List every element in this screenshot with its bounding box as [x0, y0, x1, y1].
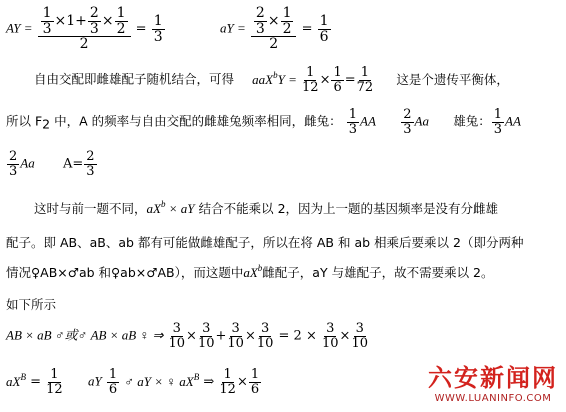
watermark-title: 六安新闻网	[428, 364, 558, 392]
watermark-url: WWW.LUANINFO.COM	[434, 393, 552, 404]
paragraph-as-follows: 如下所示	[6, 297, 57, 312]
paragraph-free-mating: 自由交配即雌雄配子随机结合，可得 aaX$^b$Y = $\frac{1}{12}$ × $\frac{1}{6}$ = $\frac{1}{72}$ 这是个遗传平衡体，	[34, 65, 509, 95]
big-fraction: $\frac{1}{3}$ ×1+ $\frac{2}{3}$ × $\frac{1}{2}$ 2	[38, 6, 131, 52]
paragraph-explanation-line2: 配子。即 AB、aB、ab 都有可能做雌雄配子，所以在将 AB 和 ab 相乘后要乘以 2（即分两种	[6, 235, 524, 250]
big-fraction: $\frac{2}{3}$ × $\frac{1}{2}$ 2	[251, 6, 297, 52]
equation-ay: AY = $\frac{1}{3}$ ×1+ $\frac{2}{3}$ × $\frac{1}{2}$ 2 = $\frac{1}{3}$	[6, 5, 163, 53]
eq-lhs: AY =	[6, 20, 33, 36]
equation-ay-lower: aY = $\frac{2}{3}$ × $\frac{1}{2}$ 2 = $\frac{1}{6}$	[220, 5, 329, 53]
paragraph-explanation-line3: 情况♀AB×♂ab 和♀ab×♂AB），而这题中$aX^b$雌配子，aY 与雄配子，故不需要乘以 2。	[6, 263, 494, 280]
equation-xb: $aX^B$ = $\frac{1}{12}$ aY $\frac{1}{6}$ ♂ aY × ♀ $aX^B$ ⇒ $\frac{1}{12}$ × $\frac{1}{6}$	[6, 367, 260, 397]
site-watermark	[428, 358, 558, 404]
eq-lhs: aY =	[220, 20, 246, 36]
paragraph-explanation-line1: 这时与前一题不同，$aX^b$ × aY 结合不能乘以 2，因为上一题的基因频率是没有分雌雄	[34, 199, 499, 216]
result-fraction: $\frac{1}{3}$	[153, 12, 163, 45]
paragraph-a-frequency: $\frac{2}{3}$ Aa A= $\frac{2}{3}$	[9, 149, 95, 179]
paragraph-f2-frequency: 所以 $F_2$ 中，A 的频率与自由交配的雌雄兔频率相同，雌兔： $\frac{1}{3}$ AA $\frac{2}{3}$ Aa 雄兔： $\frac{1}{3}$ AA	[6, 107, 521, 137]
result-fraction: $\frac{1}{6}$	[319, 12, 329, 45]
equation-cross: AB × aB ♂或♂ AB × aB ♀ ⇒ $\frac{3}{10}$ × $\frac{3}{10}$ + $\frac{3}{10}$ × $\frac{3}{10}$ = 2 × $\frac{3}{10}$ × $\frac{3}{10}$	[6, 321, 368, 351]
